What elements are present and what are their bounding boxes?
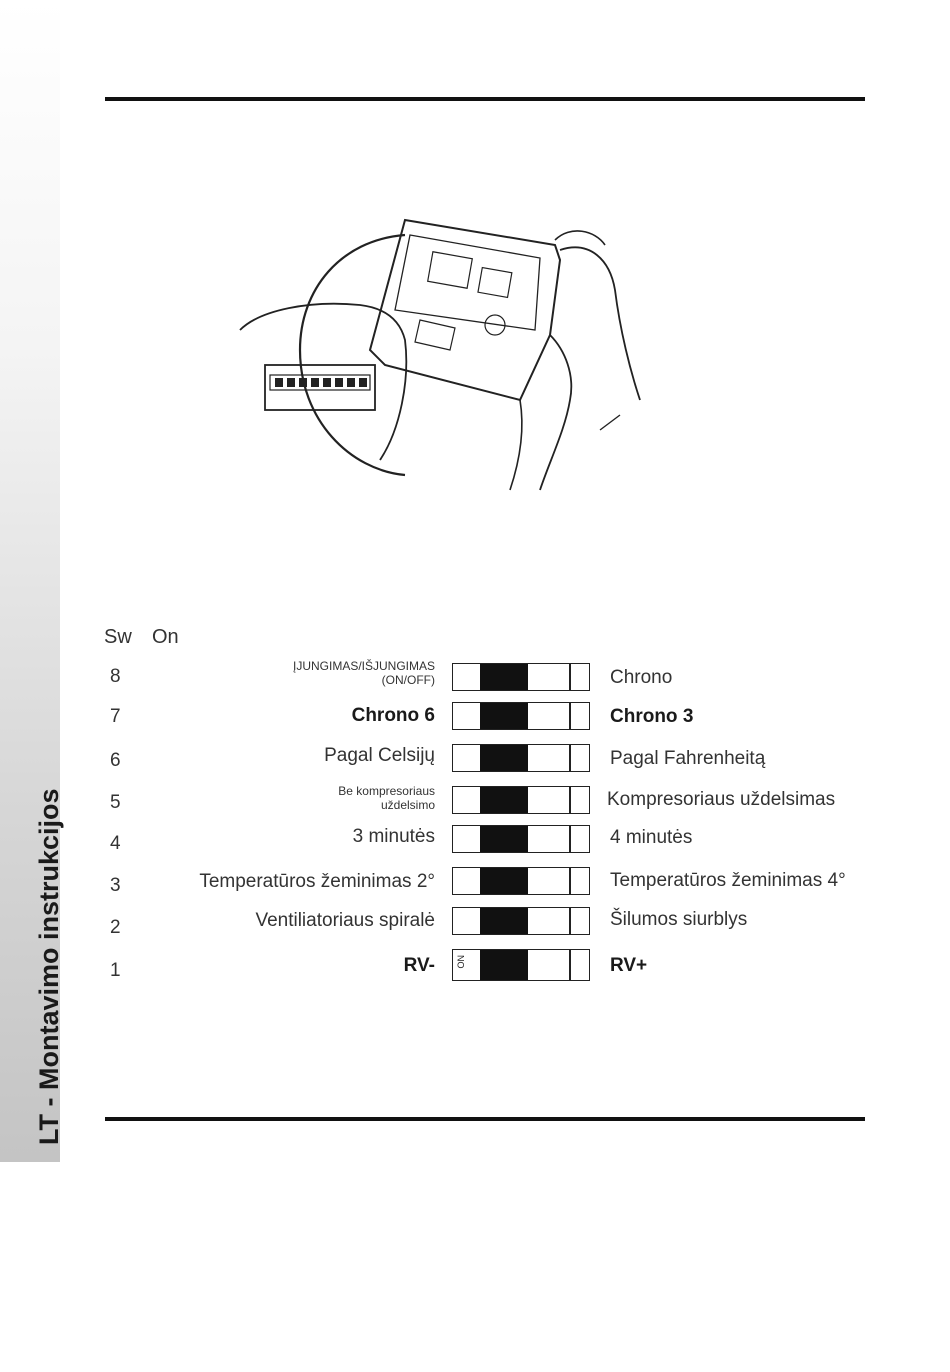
switch-off-label: Chrono 3 (610, 706, 694, 727)
switch-divider (569, 950, 571, 980)
switch-knob (480, 703, 528, 729)
switch-row-8 (0, 660, 950, 700)
switch-number: 7 (110, 706, 121, 727)
switch-on-label: Ventiliatoriaus spiralė (255, 910, 435, 931)
thermostat-dip-switch-illustration (220, 200, 680, 500)
bottom-rule (105, 1117, 865, 1121)
switch-number: 5 (110, 792, 121, 813)
switch-divider (569, 745, 571, 771)
switch-knob (480, 787, 528, 813)
switch-on-label: Be kompresoriaus uždelsimo (338, 784, 435, 812)
switch-number: 6 (110, 750, 121, 771)
switch-number: 3 (110, 875, 121, 896)
switch-row-7 (0, 702, 950, 742)
switch-off-label: Pagal Fahrenheitą (610, 748, 766, 769)
header-sw: Sw (104, 626, 132, 648)
switch-divider (569, 787, 571, 813)
switch-divider (569, 908, 571, 934)
switch-on-label: RV- (403, 955, 435, 976)
switch-on-label: 3 minutės (352, 826, 435, 847)
switch-knob (480, 908, 528, 934)
header-on: On (152, 626, 179, 648)
switch-on-label: ĮJUNGIMAS/IŠJUNGIMAS (ON/OFF) (292, 659, 435, 687)
dip-switch-8 (452, 663, 590, 691)
switch-on-label: Temperatūros žeminimas 2° (199, 871, 435, 892)
switch-number: 4 (110, 833, 121, 854)
switch-knob (480, 664, 528, 690)
switch-divider (569, 703, 571, 729)
dip-switch-4 (452, 825, 590, 853)
dip-switch-1 (452, 949, 590, 981)
switch-number: 8 (110, 666, 121, 687)
switch-divider (569, 826, 571, 852)
switch-number: 1 (110, 960, 121, 981)
dip-switch-3 (452, 867, 590, 895)
switch-off-label: Šilumos siurblys (610, 909, 748, 930)
dip-switch-7 (452, 702, 590, 730)
switch-row-1 (0, 948, 950, 988)
switch-row-3 (0, 866, 950, 906)
switch-knob (480, 868, 528, 894)
switch-off-label: Kompresoriaus uždelsimas (607, 789, 836, 810)
switch-off-label: 4 minutės (610, 827, 693, 848)
dip-switch-6 (452, 744, 590, 772)
top-rule (105, 97, 865, 101)
switch-off-label: Chrono (610, 667, 673, 688)
switch-on-label: Pagal Celsijų (324, 745, 435, 766)
switch-divider (569, 664, 571, 690)
switch-row-2 (0, 905, 950, 945)
switch-on-label: Chrono 6 (351, 705, 435, 726)
dip-switch-5 (452, 786, 590, 814)
switch-off-label: RV+ (610, 955, 648, 976)
switch-divider (569, 868, 571, 894)
on-marker: ON (456, 955, 466, 969)
section-title: LT - Montavimo instrukcijos (34, 788, 64, 1145)
switch-row-4 (0, 823, 950, 863)
switch-knob (480, 745, 528, 771)
switch-number: 2 (110, 917, 121, 938)
dip-switch-2 (452, 907, 590, 935)
switch-row-6 (0, 742, 950, 782)
switch-knob (480, 950, 528, 980)
switch-off-label: Temperatūros žeminimas 4° (610, 870, 846, 891)
switch-knob (480, 826, 528, 852)
switch-row-5 (0, 783, 950, 823)
